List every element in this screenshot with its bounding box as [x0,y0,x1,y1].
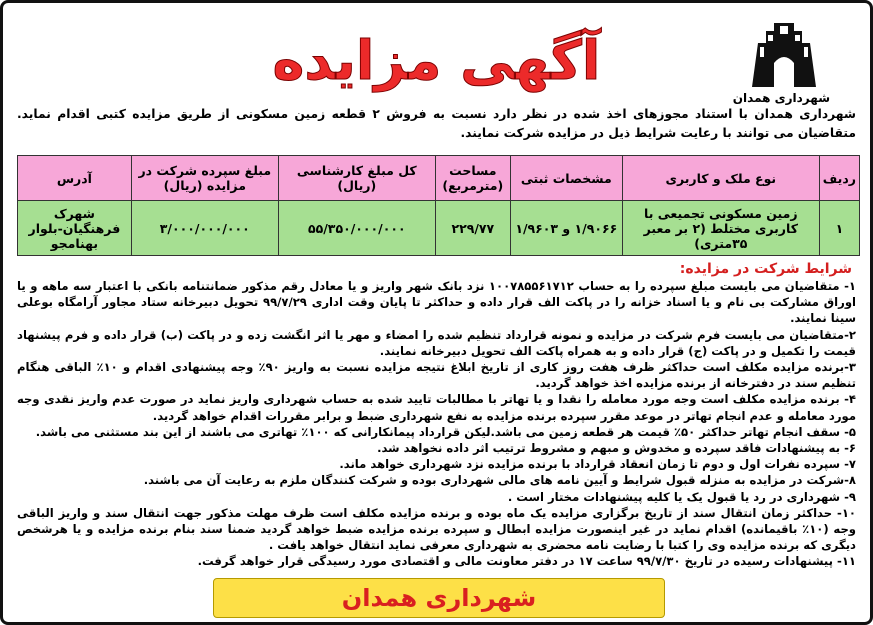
condition-item: ۳-برنده مزایده مکلف است حداکثر ظرف هفت روز کاری از تاریخ ابلاغ نتیجه مزایده نسبت به واریز ۹۰٪ وجه پیشنهادی اقدام و ۱۰٪ الباقی هنگام تنظیم سند در دفترخانه از برنده مزایده اخذ خواهد گردید. [17,360,856,391]
conditions-title: شرایط شرکت در مزایده: [679,261,852,277]
header-appraisal: کل مبلغ کارشناسی (ریال) [278,156,435,201]
header-deposit: مبلغ سپرده شرکت در مزایده (ریال) [131,156,278,201]
header-row-number: ردیف [819,156,859,201]
condition-item: ۱۰- حداکثر زمان انتقال سند از تاریخ برگزاری مزایده یک ماه بوده و برنده مزایده مکلف است ظرف مهلت مذکور جهت انتقال سند و واریز الباقی وجه (۱۰٪ باقیمانده) اقدام نماید در غیر اینصورت مزایده ابطال و سپرده برنده مزایده ضبط خواهد گردید ضمنا سند بنام برنده مزایده و یا هرشخص دیگری که برنده مزایده وی را کتبا با رضایت نامه محضری به شهرداری معرفی نماید انتقال خواهد یافت . [17,505,857,553]
notice-header [9,9,864,111]
cell-deposit: ۳/۰۰۰/۰۰۰/۰۰۰ [131,201,278,256]
condition-item: ۴- برنده مزایده مکلف است وجه مورد معامله را نقدا و یا تهاتر با مطالبات تایید شده به حساب شهرداری واریز نماید در صورت عدم واریز نقدی وجه مورد معامله و عدم انجام تهاتر در موعد مقرر سپرده برنده مزایده به نفع شهرداری ضبط و برابر مقررات اقدام خواهد گردید. [17,392,856,423]
header-registration: مشخصات ثبتی [510,156,622,201]
page-title: آگهی مزایده [272,29,601,92]
condition-item: ۱۱- پیشنهادات رسیده در تاریخ ۹۹/۷/۳۰ ساعت ۱۷ در دفتر معاونت مالی و اقتصادی مورد رسیدگی قرار خواهد گرفت. [197,554,856,569]
conditions-list [17,278,856,570]
cell-property-type: زمین مسکونی تجمیعی با کاربری مختلط (۲ بر معبر ۳۵متری) [622,201,819,256]
condition-item: ۱- متقاضیان می بایست مبلغ سپرده را به حساب ۱۰۰۷۸۵۵۶۱۷۱۲ نزد بانک شهر واریز و یا معادل رقم مذکور ضمانتنامه بانکی با اعتبار سه ماهه و یا اوراق مشارکت بی نام و یا اسناد خزانه را در پاکت الف قرار داده و حداکثر تا پایان وقت اداری ۹۹/۷/۲۹ تحویل دبیرخانه ستاد مجاور آرامگاه بوعلی سینا نمایند. [17,279,856,326]
cell-area: ۲۲۹/۷۷ [435,201,510,256]
table-row [18,201,860,256]
condition-item: ۵- سقف انجام تهاتر حداکثر ۵۰٪ قیمت هر قطعه زمین می باشد.لیکن قرارداد پیمانکارانی که ۱۰۰٪ تهاتری می باشند از این بند مستثنی می باشد. [35,424,856,439]
condition-item: ۹- شهرداری در رد یا قبول یک یا کلیه پیشنهادات مختار است . [507,489,856,504]
cell-appraisal: ۵۵/۳۵۰/۰۰۰/۰۰۰ [278,201,435,256]
condition-item: ۲-متقاضیان می بایست فرم شرکت در مزایده و نمونه قرارداد تنظیم شده را امضاء و مهر یا اثر انگشت زده و در پاکت (ب) قرار داده و فرم پیشنهاد قیمت را تکمیل و در پاکت (ج) قرار داده و به همراه پاکت الف تحویل دبیرخانه نمایند. [17,327,856,358]
condition-item: ۷- سپرده نفرات اول و دوم تا زمان انعقاد قرارداد با برنده مزایده نزد شهرداری خواهد ماند. [339,457,856,472]
table-header-row [18,156,860,201]
header-area: مساحت (مترمربع) [435,156,510,201]
cell-row-number: ۱ [819,201,859,256]
header-address: آدرس [18,156,132,201]
header-property-type: نوع ملک و کاربری [622,156,819,201]
cell-registration: ۱/۹۰۶۶ و ۱/۹۶۰۳ [510,201,622,256]
organization-name: شهرداری همدان [732,91,830,105]
condition-item: ۸-شرکت در مزایده به منزله قبول شرایط و آیین نامه های مالی شهرداری بوده و شرکت کنندگان ملزم به رعایت آن می باشند. [143,473,856,488]
intro-paragraph: شهرداری همدان با استناد مجوزهای اخذ شده در نظر دارد نسبت به فروش ۲ قطعه زمین مسکونی از طریق مزایده کتبی اقدام نماید. متقاضیان می توانند با رعایت شرایط ذیل در مزایده شرکت نمایند. [17,107,856,140]
condition-item: ۶- به پیشنهادات فاقد سپرده و مخدوش و مبهم و مشروط ترتیب اثر داده نخواهد شد. [377,441,856,456]
footer-banner: شهرداری همدان [213,578,665,618]
cell-address: شهرک فرهنگیان-بلوار بهنامجو [18,201,132,256]
lots-table [17,155,860,256]
